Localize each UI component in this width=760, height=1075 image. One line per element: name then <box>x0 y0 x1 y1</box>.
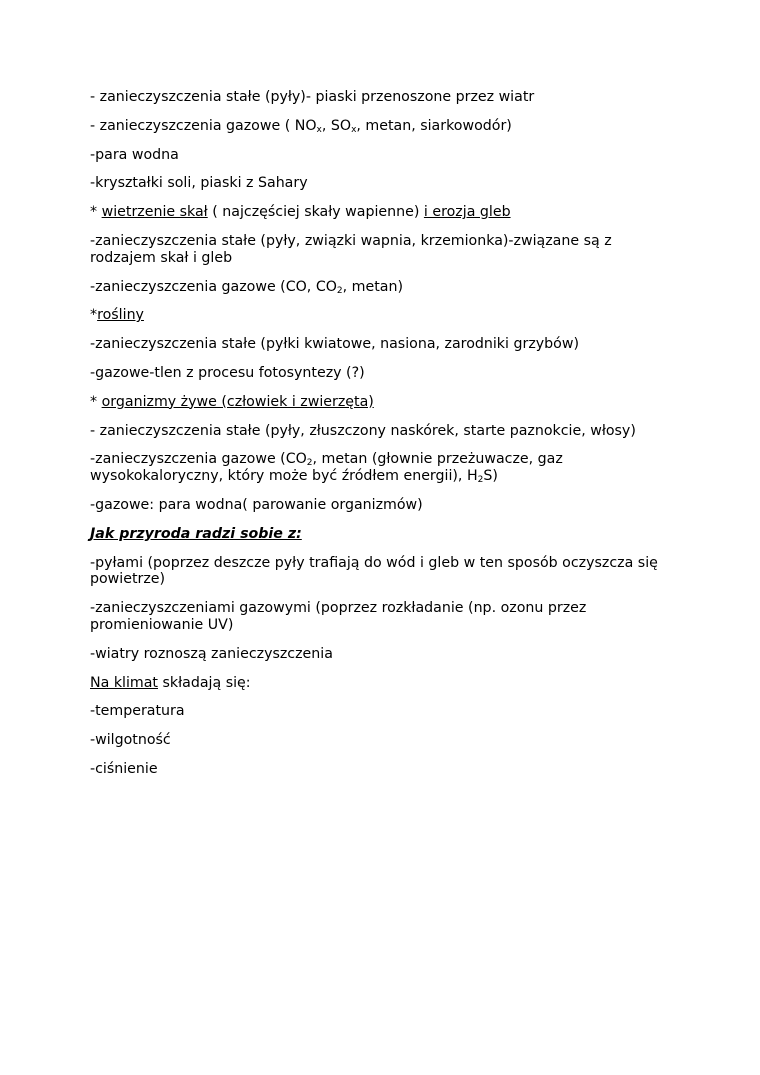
text: -gazowe-tlen z procesu fotosyntezy (?) <box>90 364 365 381</box>
underlined-text: rośliny <box>97 307 144 324</box>
text: -wiatry roznoszą zanieczyszczenia <box>90 645 333 662</box>
subscript: 2 <box>306 458 313 469</box>
subscript: 2 <box>336 285 343 296</box>
paragraph-weathering-gas <box>90 279 680 296</box>
paragraph-weathering-solid <box>90 233 680 267</box>
text: -zanieczyszczenia gazowe (CO, CO <box>90 278 337 295</box>
paragraph-dust-cleaning <box>90 555 680 589</box>
paragraph-salt-crystals <box>90 175 680 192</box>
text: -gazowe: para wodna( parowanie organizmów) <box>90 496 423 513</box>
underlined-text: Na klimat <box>90 674 158 691</box>
text: - zanieczyszczenia stałe (pyły)- piaski przenoszone przez wiatr <box>90 89 535 105</box>
paragraph-climate-heading <box>90 675 680 692</box>
underlined-text: wietrzenie skał <box>101 204 208 221</box>
paragraph-gas-cleaning <box>90 600 680 634</box>
paragraph-solid-pollution-dust <box>90 89 680 106</box>
underlined-text: organizmy żywe (człowiek i zwierzęta) <box>101 393 374 410</box>
paragraph-plants-solid <box>90 336 680 353</box>
bullet-star: * <box>90 307 98 324</box>
subscript: 2 <box>477 475 484 486</box>
text: -pyłami (poprzez deszcze pyły trafiają do wód i gleb w ten sposób oczyszcza się powietrze) <box>90 554 658 588</box>
paragraph-plants-heading <box>90 307 680 324</box>
bullet-star: * <box>90 393 102 410</box>
paragraph-organisms-vapor <box>90 497 680 514</box>
heading-text: Jak przyroda radzi sobie z: <box>90 525 302 542</box>
underlined-text: i erozja gleb <box>423 204 511 221</box>
subscript: x <box>316 124 322 135</box>
text: -wilgotność <box>90 732 171 749</box>
text: - zanieczyszczenia stałe (pyły, złuszczony naskórek, starte paznokcie, włosy) <box>90 422 636 439</box>
text: -para wodna <box>90 146 179 163</box>
text: -temperatura <box>90 703 185 720</box>
paragraph-weathering-heading <box>90 204 680 221</box>
text: -zanieczyszczenia gazowe (CO <box>90 451 307 468</box>
text: -zanieczyszczenia stałe (pyłki kwiatowe, nasiona, zarodniki grzybów) <box>90 336 579 353</box>
list-item-humidity <box>90 732 680 749</box>
document-page <box>90 89 680 790</box>
text: -ciśnienie <box>90 760 158 777</box>
text: -kryształki soli, piaski z Sahary <box>90 175 308 192</box>
text: , metan) <box>342 278 403 295</box>
paragraph-organisms-heading <box>90 394 680 411</box>
text: składają się: <box>158 674 251 691</box>
text: , SO <box>321 117 352 134</box>
paragraph-winds <box>90 646 680 663</box>
text: ( najczęściej skały wapienne) <box>207 204 424 221</box>
paragraph-water-vapor <box>90 147 680 164</box>
paragraph-gas-pollution <box>90 118 680 135</box>
section-heading-nature-copes <box>90 526 680 543</box>
paragraph-organisms-gas <box>90 451 680 485</box>
text: - zanieczyszczenia gazowe ( NO <box>90 117 317 134</box>
text: S) <box>483 468 498 485</box>
bullet-star: * <box>90 204 102 221</box>
list-item-temperature <box>90 703 680 720</box>
subscript: x <box>351 124 357 135</box>
text: , metan (głownie przeżuwacze, gaz wysokokaloryczny, który może być źródłem energii), H <box>90 451 563 485</box>
text: -zanieczyszczenia stałe (pyły, związki wapnia, krzemionka)-związane są z rodzajem skał i gleb <box>90 232 612 266</box>
text: , metan, siarkowodór) <box>356 117 512 134</box>
list-item-pressure <box>90 761 680 778</box>
text: -zanieczyszczeniami gazowymi (poprzez rozkładanie (np. ozonu przez promieniowanie UV) <box>90 600 587 633</box>
paragraph-plants-gas <box>90 365 680 382</box>
paragraph-organisms-solid <box>90 423 680 440</box>
